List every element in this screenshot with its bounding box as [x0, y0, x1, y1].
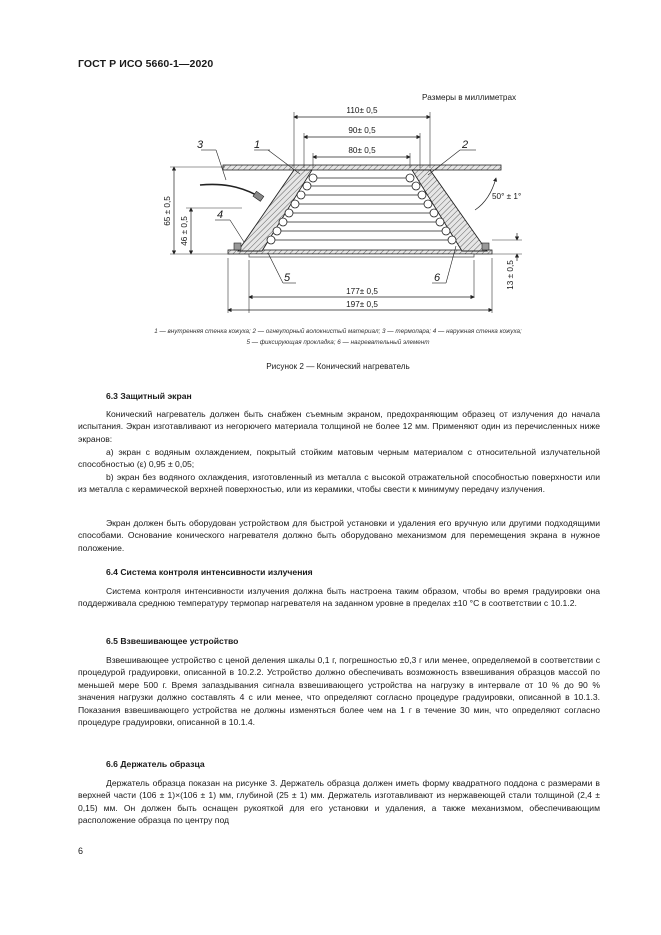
document-header: ГОСТ Р ИСО 5660-1—2020 — [78, 58, 214, 70]
section-6-4-paragraph-1: Система контроля интенсивности излучения должна быть настроена таким образом, чтобы во время градуировки она поддерживала среднюю температуру термопар нагревателя на заданном уровне в пределах ±10 °С в соответствии с 10.1.2. — [78, 586, 600, 609]
units-note: Размеры в миллиметрах — [422, 93, 517, 102]
section-6-3-paragraph-3: b) экран без водяного охлаждения, изготовленный из металла с высокой отражательной способностью поверхности или из металла с керамической верхней поверхностью, или из керамики, чтобы свести к минимуму передачу излучения. — [78, 472, 600, 495]
figure-legend-line-1: 1 — внутренняя стенка кожуха; 2 — огнеупорный волокнистый материал; 3 — термопара; 4 — наружная стенка кожуха; — [154, 328, 522, 335]
top-plate — [223, 165, 501, 170]
callout-3: 3 — [197, 139, 204, 151]
figure-caption: Рисунок 2 — Конический нагреватель — [266, 362, 410, 371]
section-6-4-title: 6.4 Система контроля интенсивности излучения — [106, 567, 313, 577]
section-6-6-title: 6.6 Держатель образца — [106, 759, 205, 769]
dim-65-label: 65 ± 0,5 — [163, 196, 172, 226]
thermocouple-fitting — [253, 191, 264, 201]
dim-13-label: 13 ± 0,5 — [506, 260, 515, 290]
section-6-3-paragraph-4: Экран должен быть оборудован устройством для быстрой установки и удаления его вручную или другими подходящими способами. Основание конического нагревателя должно быть оборудовано механизмом для перемещения экрана в нужное положение. — [78, 518, 600, 553]
section-6-3-paragraph-2: а) экран с водяным охлаждением, покрытый стойким матовым черным материалом с относительной излучательной способностью (ε) 0,95 ± 0,05; — [78, 447, 600, 470]
thermocouple-wire — [200, 184, 258, 196]
section-6-3-paragraph-1: Конический нагреватель должен быть снабжен съемным экраном, предохраняющим образец от излучения до начала испытания. Экран изготавливают из негорючего материала толщиной не более 12 мм. Применяют один из перечисленных ниже экранов: — [78, 409, 600, 444]
section-6-5-title: 6.5 Взвешивающее устройство — [106, 636, 239, 646]
conical-heater-diagram — [0, 0, 661, 340]
section-6-5-paragraph-1: Взвешивающее устройство с ценой деления шкалы 0,1 г, погрешностью ±0,3 г или менее, определяемой в соответствии с процедурой градуировки, описанной в 10.2.2. Устройство должно обеспечивать возможность взвешивания образцов массой по меньшей мере 500 г. Время запаздывания сигнала взвешивающего устройства на нагрузку в интервале от 10 % до 90 % значения нагрузки должно составлять 4 с или менее, что определяют согласно процедуре градуировки, описанной в 10.1.3. Показания взвешивающего устройства не должны изменяться более чем на 1 г в течение 30 мин, что определяют согласно процедуре градуировки, описанной в 10.1.4. — [78, 655, 600, 728]
dim-80-label: 80± 0,5 — [348, 146, 376, 155]
dim-90-label: 90± 0,5 — [348, 126, 376, 135]
callout-2: 2 — [462, 139, 469, 151]
page-number: 6 — [78, 846, 84, 856]
section-6-3-title: 6.3 Защитный экран — [106, 391, 192, 401]
callout-4: 4 — [217, 209, 224, 221]
callout-6: 6 — [434, 272, 441, 284]
callout-1: 1 — [254, 139, 261, 151]
base-gasket — [249, 254, 474, 257]
dim-46-label: 46 ± 0,5 — [180, 216, 189, 246]
dim-177-label: 177± 0,5 — [346, 287, 378, 296]
bottom-flange — [228, 250, 492, 254]
callout-5: 5 — [284, 272, 291, 284]
right-bolt — [482, 243, 489, 250]
figure-legend-line-2: 5 — фиксирующая прокладка; 6 — нагревательный элемент — [246, 339, 430, 346]
angle-label: 50° ± 1° — [492, 192, 522, 201]
dim-197-label: 197± 0,5 — [346, 300, 378, 309]
left-bolt — [234, 243, 241, 250]
section-6-6-paragraph-1: Держатель образца показан на рисунке 3. Держатель образца должен иметь форму квадратного поддона с размерами в верхней части (106 ± 1)×(106 ± 1) мм, глубиной (25 ± 1) мм. Держатель изготавливают из нержавеющей стали толщиной (2,4 ± 0,15) мм. Он должен быть оснащен рукояткой для его установки и удаления, а также механизмом, обеспечивающим расположение образца по центру под — [78, 778, 600, 826]
dim-110-label: 110± 0,5 — [346, 106, 378, 115]
